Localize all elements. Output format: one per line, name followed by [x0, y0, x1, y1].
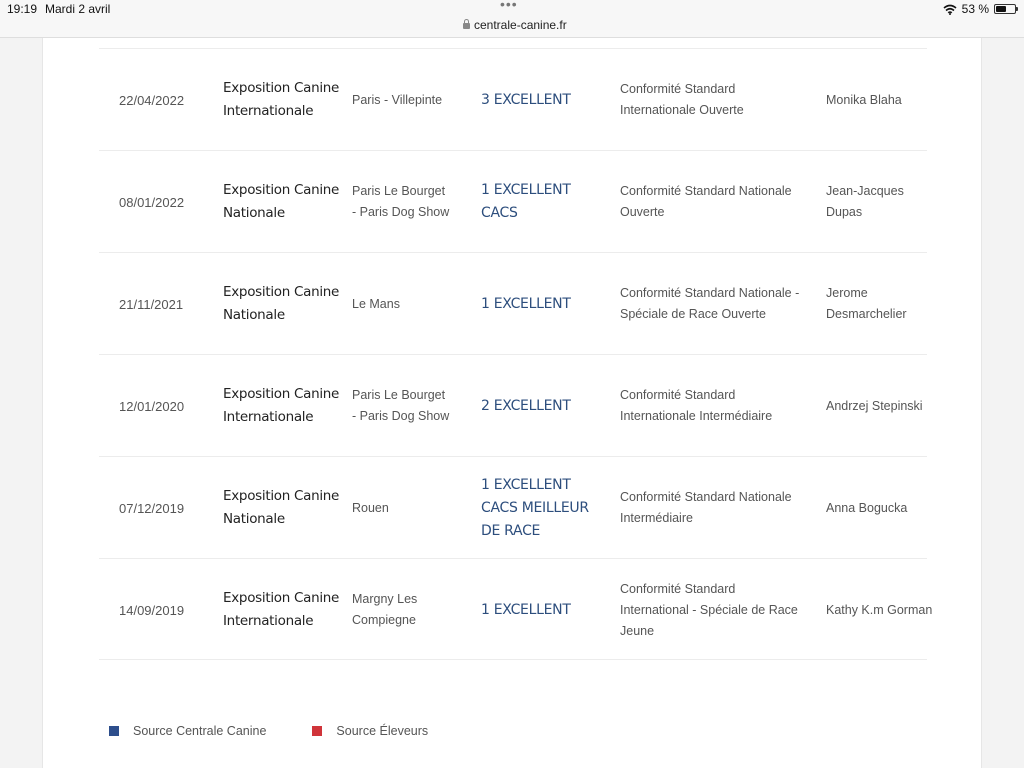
table-row: [99, 354, 927, 456]
result-rating: [481, 151, 601, 253]
judge-name-text: Anna Bogucka: [826, 500, 908, 515]
results-table: [99, 48, 933, 660]
result-rating: [481, 559, 601, 661]
judge-name: [826, 253, 936, 355]
battery-icon: [994, 4, 1016, 14]
result-date-text: 08/01/2022: [119, 194, 185, 210]
more-options-icon[interactable]: •••: [500, 0, 518, 12]
event-location: [352, 559, 452, 661]
event-location: [352, 151, 452, 253]
event-type-text: Exposition Canine Nationale: [223, 182, 340, 221]
result-date-text: 07/12/2019: [119, 500, 185, 516]
battery-percent: 53 %: [961, 2, 989, 16]
judge-name: [826, 457, 936, 559]
result-rating: [481, 355, 601, 457]
legend-item: [109, 724, 266, 738]
class-name-text: Conformité Standard International - Spéciale de Race Jeune: [620, 581, 798, 638]
result-date: [119, 49, 219, 151]
event-location: [352, 253, 452, 355]
event-location-text: Paris - Villepinte: [352, 92, 443, 107]
event-type-text: Exposition Canine Internationale: [223, 386, 340, 425]
event-location-text: Paris Le Bourget - Paris Dog Show: [352, 184, 450, 219]
legend-swatch: [312, 726, 322, 736]
legend-item: [312, 724, 428, 738]
result-date-text: 22/04/2022: [119, 92, 185, 108]
event-location-text: Margny Les Compiegne: [352, 592, 418, 627]
result-date-text: 14/09/2019: [119, 602, 185, 618]
class-name-text: Conformité Standard Nationale Intermédiaire: [620, 490, 792, 525]
legend-label: Source Éleveurs: [336, 724, 429, 738]
event-location: [352, 457, 452, 559]
result-date: [119, 559, 219, 661]
event-type: [223, 253, 343, 355]
event-location-text: Paris Le Bourget - Paris Dog Show: [352, 388, 450, 423]
status-indicators: [943, 2, 1016, 16]
event-type: [223, 559, 343, 661]
status-bar: [0, 0, 1024, 38]
event-location-text: Le Mans: [352, 296, 400, 311]
judge-name: [826, 355, 936, 457]
result-rating-text: 1 EXCELLENT: [481, 601, 571, 618]
result-date: [119, 253, 219, 355]
event-type: [223, 49, 343, 151]
judge-name-text: Jerome Desmarchelier: [826, 286, 907, 321]
class-name-text: Conformité Standard Internationale Intermédiaire: [620, 388, 773, 423]
class-name-text: Conformité Standard Internationale Ouverte: [620, 82, 744, 117]
event-type-text: Exposition Canine Nationale: [223, 284, 340, 323]
result-rating-text: 1 EXCELLENT CACS: [481, 182, 571, 221]
class-name: [620, 457, 800, 559]
class-name-text: Conformité Standard Nationale Ouverte: [620, 184, 792, 219]
judge-name: [826, 151, 936, 253]
judge-name-text: Monika Blaha: [826, 92, 902, 107]
table-row: [99, 48, 927, 150]
judge-name: [826, 559, 936, 661]
result-rating: [481, 457, 601, 559]
event-location: [352, 49, 452, 151]
table-row: [99, 252, 927, 354]
source-legend: [109, 724, 474, 738]
status-time: 19:19: [7, 2, 38, 16]
legend-swatch: [109, 726, 119, 736]
class-name: [620, 49, 800, 151]
class-name: [620, 151, 800, 253]
address-bar[interactable]: [463, 18, 567, 32]
judge-name: [826, 49, 936, 151]
result-date-text: 21/11/2021: [119, 296, 184, 312]
table-row: [99, 150, 927, 252]
result-date: [119, 355, 219, 457]
class-name: [620, 559, 800, 661]
judge-name-text: Andrzej Stepinski: [826, 398, 923, 413]
result-rating-text: 2 EXCELLENT: [481, 397, 571, 414]
event-type: [223, 457, 343, 559]
judge-name-text: Jean-Jacques Dupas: [826, 184, 904, 219]
legend-label: Source Centrale Canine: [133, 724, 267, 738]
event-type-text: Exposition Canine Internationale: [223, 590, 340, 629]
result-rating-text: 1 EXCELLENT CACS MEILLEUR DE RACE: [481, 476, 589, 539]
event-type: [223, 355, 343, 457]
result-date-text: 12/01/2020: [119, 398, 185, 414]
result-rating-text: 3 EXCELLENT: [481, 91, 571, 108]
event-type: [223, 151, 343, 253]
class-name: [620, 253, 800, 355]
status-date: Mardi 2 avril: [45, 2, 111, 16]
table-row: [99, 558, 933, 660]
event-type-text: Exposition Canine Nationale: [223, 488, 340, 527]
event-type-text: Exposition Canine Internationale: [223, 80, 340, 119]
judge-name-text: Kathy K.m Gorman: [826, 602, 933, 617]
result-date: [119, 457, 219, 559]
table-row: [99, 456, 927, 558]
result-rating: [481, 253, 601, 355]
event-location: [352, 355, 452, 457]
result-rating-text: 1 EXCELLENT: [481, 295, 571, 312]
result-rating: [481, 49, 601, 151]
address-url: centrale-canine.fr: [474, 18, 567, 32]
class-name-text: Conformité Standard Nationale - Spéciale de Race Ouverte: [620, 286, 800, 321]
wifi-icon: [943, 4, 957, 15]
class-name: [620, 355, 800, 457]
content-panel: [42, 38, 982, 768]
event-location-text: Rouen: [352, 500, 389, 515]
lock-icon: [463, 23, 470, 29]
result-date: [119, 151, 219, 253]
